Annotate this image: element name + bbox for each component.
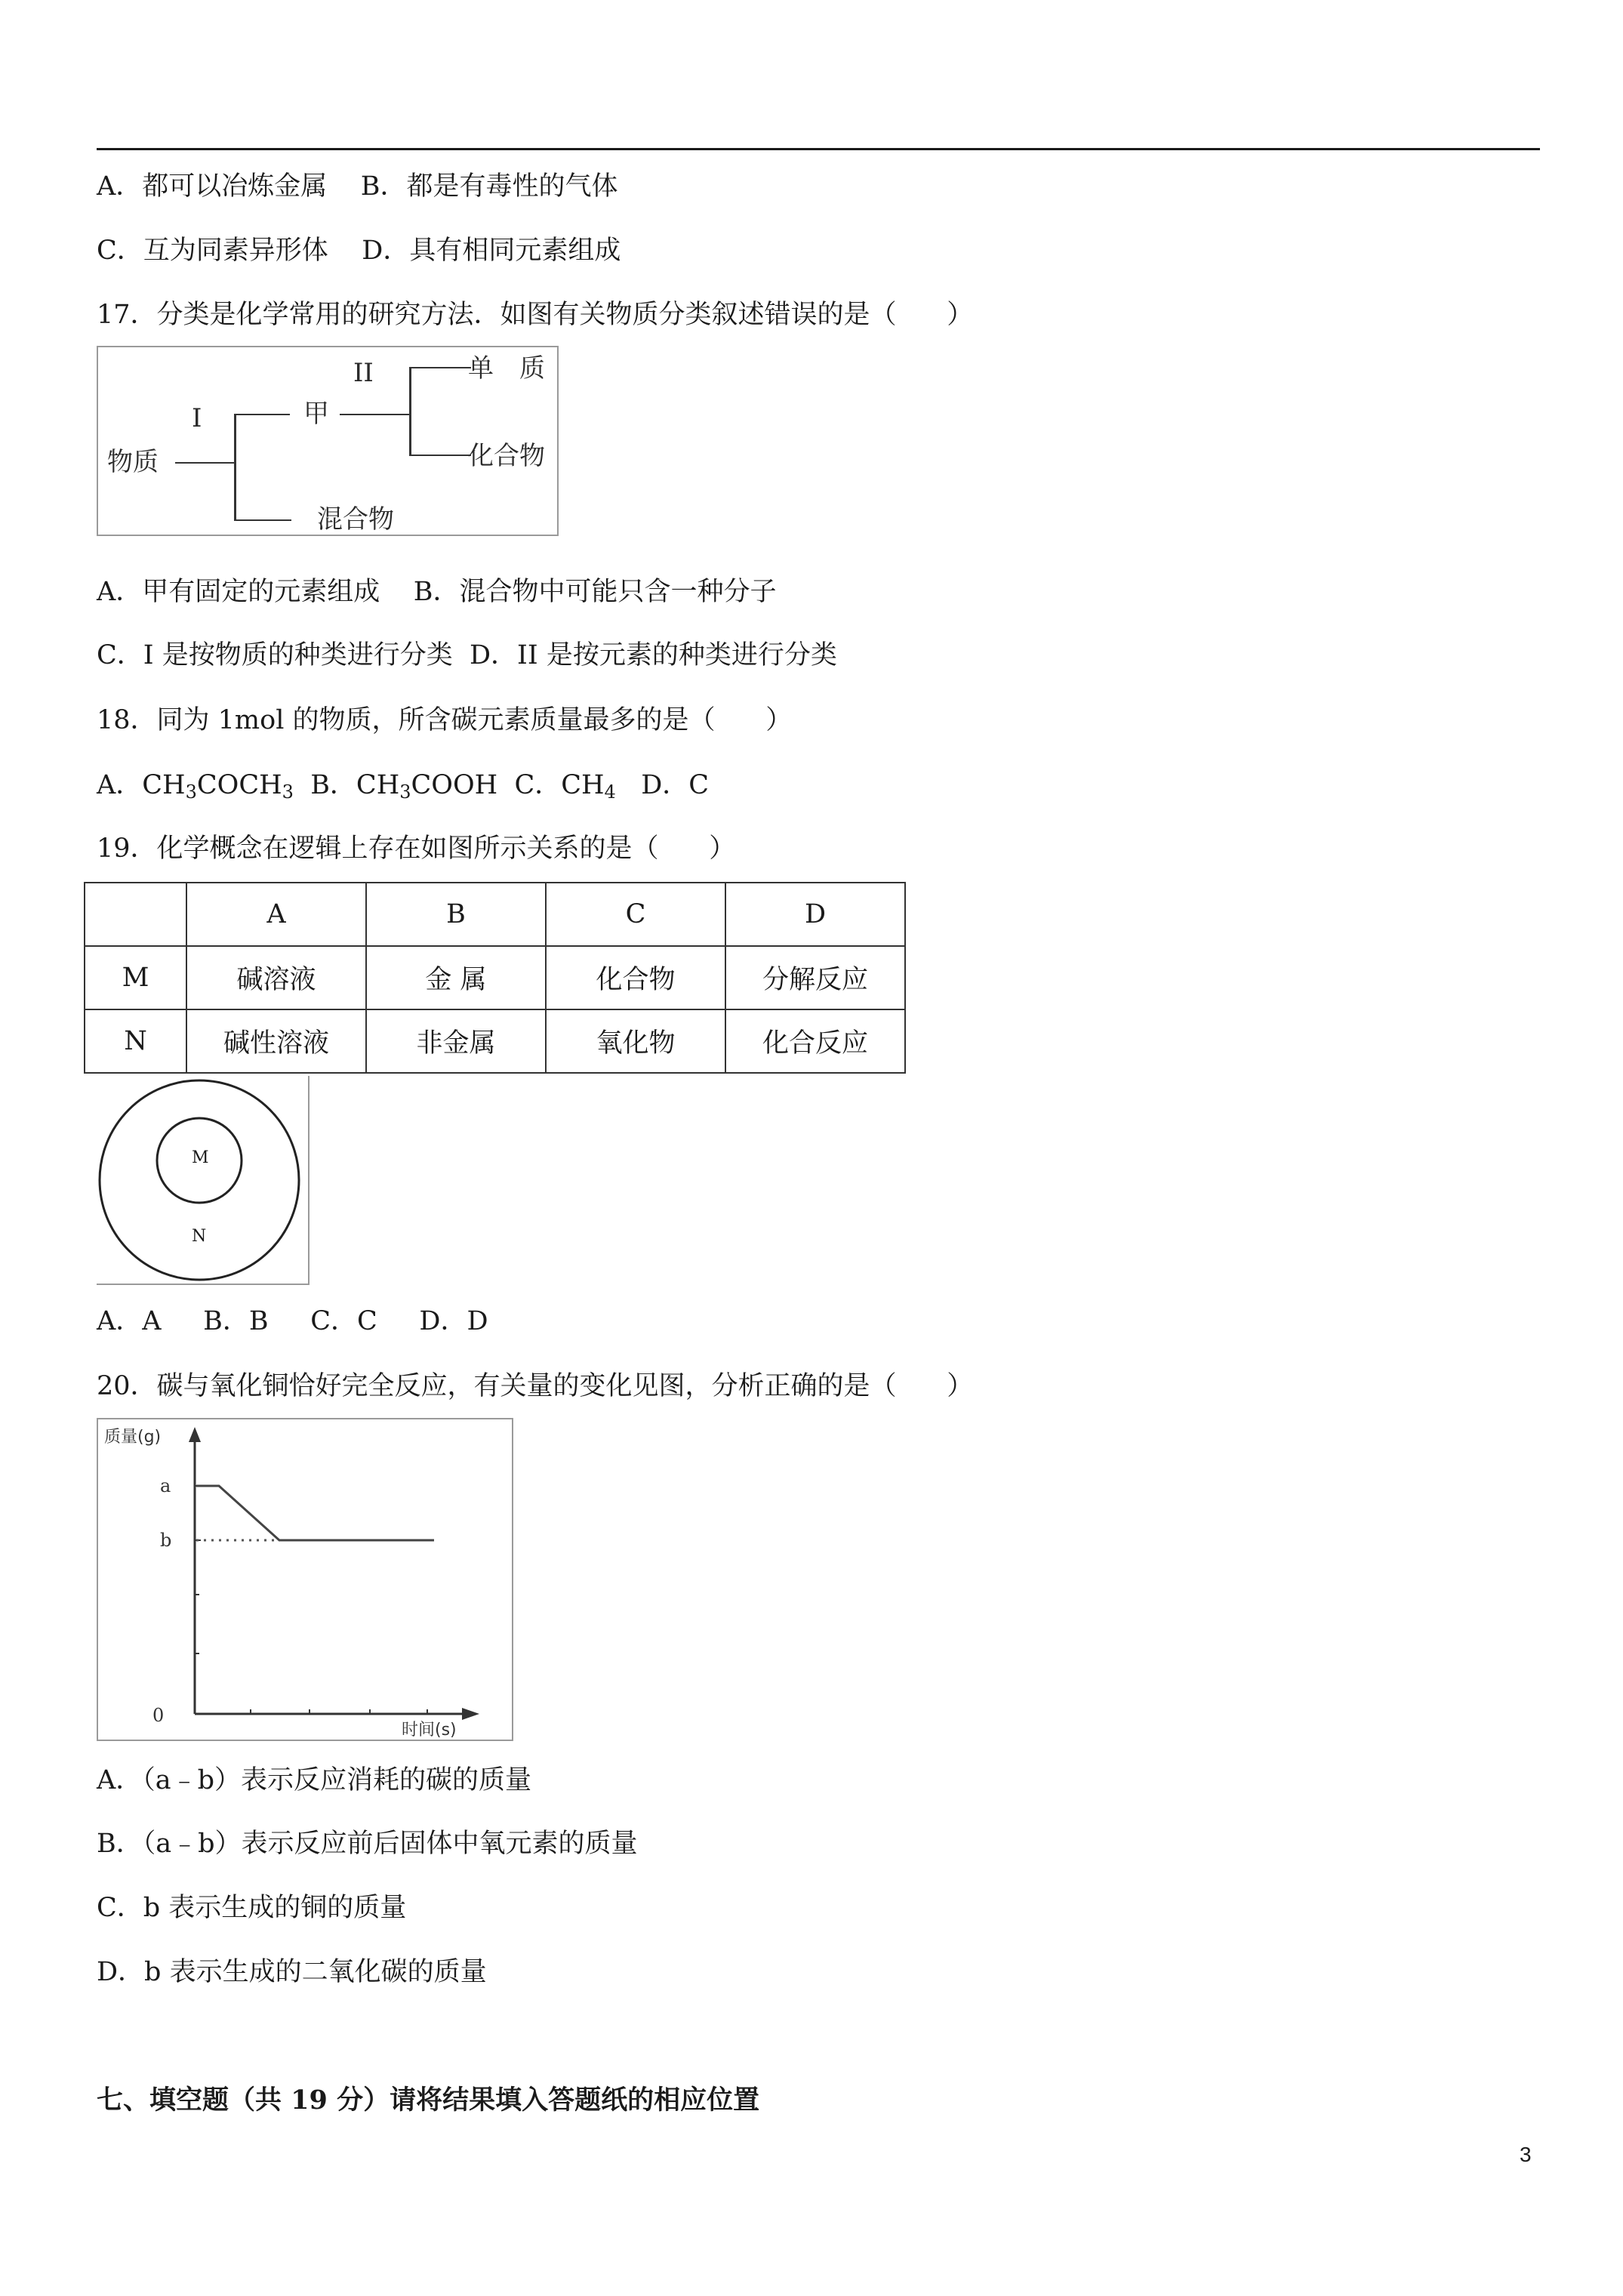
y-axis-label: 质量(g) [104,1428,162,1447]
q17-options-row2: C．I 是按物质的种类进行分类 D．II 是按元素的种类进行分类 [97,640,837,670]
tree-leaf-element: 单 质 [468,353,545,384]
q20-option-c: C．b 表示生成的铜的质量 [97,1893,407,1923]
chart-svg [98,1419,512,1740]
tree-node-mixture: 混合物 [317,504,394,535]
q18-opt-d: D．C [615,770,710,800]
venn-circles [97,1076,310,1285]
venn-label-n: N [192,1227,207,1246]
q16-options-row1: A．都可以冶炼金属 B．都是有毒性的气体 [97,171,618,202]
q18-opt-c: C．CH [497,770,605,800]
q18-opt-b: B．CH [293,770,400,800]
q16-options-row2: C．互为同素异形体 D．具有相同元素组成 [97,236,621,266]
tree-root-connector [175,462,234,464]
y-tick-label-a: a [160,1475,171,1496]
q18-opt-a: A．CH [97,770,186,800]
q18-options: A．$CH_3COCH_3$ B．$CH_3COOH$ C．$CH_4$ D．C [97,770,710,803]
table-row: N 碱性溶液 非金属 氧化物 化合反应 [85,1009,905,1073]
y-tick-label-0: 0 [152,1705,165,1726]
q20-option-b: B．（a﹣b）表示反应前后固体中氧元素的质量 [97,1829,638,1859]
q17-classification-diagram [97,346,559,536]
tree-level2-lower-branch [409,455,471,456]
q18-stem: 18．同为 1mol 的物质，所含碳元素质量最多的是（ ） [97,705,793,735]
q20-option-a: A．（a﹣b）表示反应消耗的碳的质量 [97,1765,532,1795]
venn-label-m: M [192,1148,209,1167]
x-axis-arrow [462,1708,479,1720]
tree-level2-upper-branch [409,367,471,368]
tree-level1-label: I [192,403,202,433]
x-axis-label: 时间(s) [402,1721,457,1740]
section-7-heading: 七、填空题（共 19 分）请将结果填入答题纸的相应位置 [97,2085,760,2116]
tree-leaf-compound: 化合物 [468,441,545,471]
tree-node-jia: 甲 [303,399,329,429]
outer-circle-n [100,1080,299,1280]
tree-root-label: 物质 [107,447,159,477]
page-number: 3 [1520,2143,1532,2166]
table-header-row: A B C D [85,883,905,946]
q20-option-d: D．b 表示生成的二氧化碳的质量 [97,1957,487,1987]
y-axis-arrow [189,1427,201,1442]
q19-venn-diagram [97,1076,310,1285]
table-row: M 碱溶液 金 属 化合物 分解反应 [85,946,905,1009]
q20-stem: 20．碳与氧化铜恰好完全反应，有关量的变化见图，分析正确的是（ ） [97,1371,974,1401]
mass-series-line [196,1486,434,1540]
q19-options: A．A B．B C．C D．D [97,1306,488,1336]
q19-table [84,882,906,1074]
q20-mass-time-chart [97,1418,513,1741]
header-rule [97,148,1540,150]
tree-level2-vertical [409,367,411,456]
q19-stem: 19．化学概念在逻辑上存在如图所示关系的是（ ） [97,834,736,864]
tree-level1-vertical [234,414,236,521]
tree-level2-label: II [353,358,374,388]
q17-options-row1: A．甲有固定的元素组成 B．混合物中可能只含一种分子 [97,577,777,607]
tree-level1-lower-branch [234,519,291,521]
q17-stem: 17．分类是化学常用的研究方法．如图有关物质分类叙述错误的是（ ） [97,300,974,330]
y-tick-label-b: b [160,1530,172,1551]
tree-level1-upper-branch [234,414,290,415]
tree-jia-connector [340,414,409,415]
